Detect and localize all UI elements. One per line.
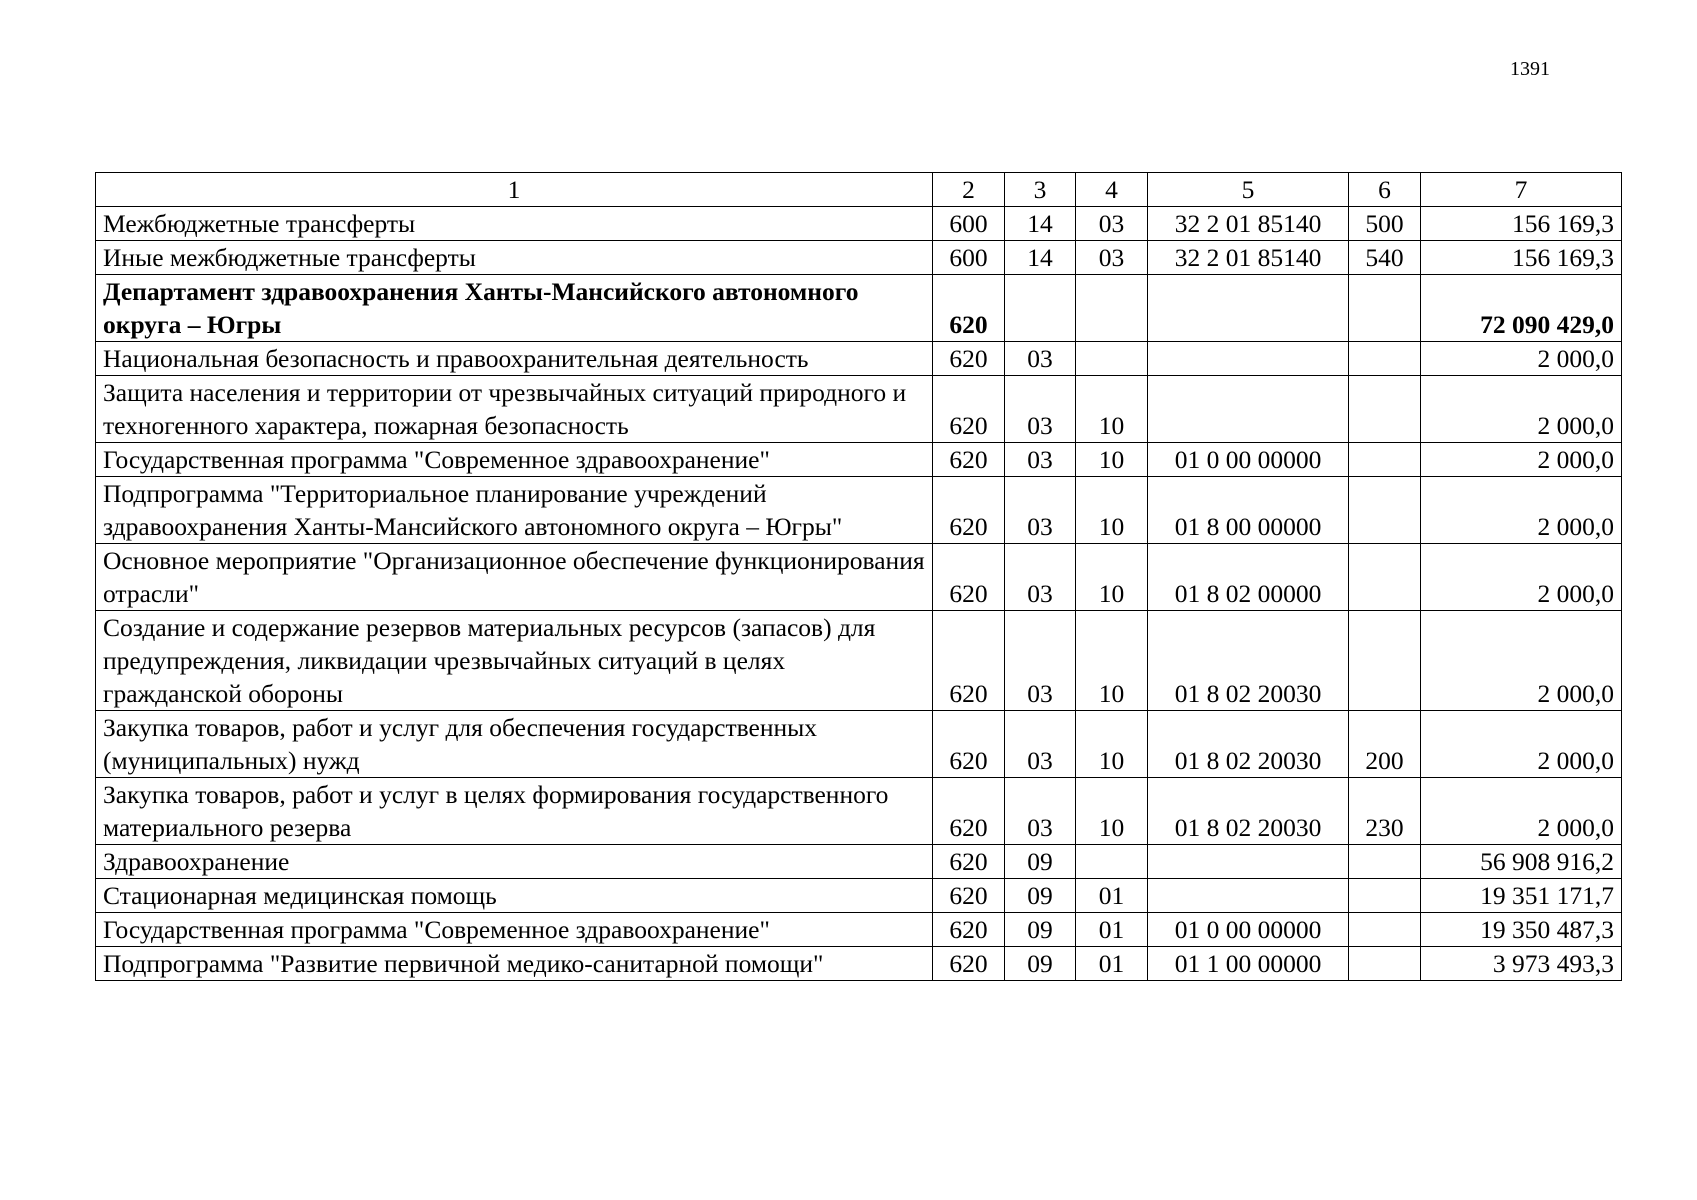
expense-type-cell: 230 <box>1349 778 1421 845</box>
section-code-cell: 03 <box>1005 544 1076 611</box>
target-article-cell: 01 8 02 20030 <box>1148 778 1349 845</box>
target-article-cell: 01 0 00 00000 <box>1148 443 1349 477</box>
chapter-code-cell: 600 <box>933 207 1005 241</box>
table-row <box>96 544 1622 611</box>
amount-cell: 2 000,0 <box>1421 711 1622 778</box>
table-row <box>96 711 1622 778</box>
row-name-cell: Межбюджетные трансферты <box>96 207 933 241</box>
target-article-cell: 01 8 02 20030 <box>1148 611 1349 711</box>
amount-cell: 19 351 171,7 <box>1421 879 1622 913</box>
header-row <box>96 173 1622 207</box>
row-name-cell: Подпрограмма "Территориальное планирование учреждений здравоохранения Ханты-Мансийского автономного округа – Югры" <box>96 477 933 544</box>
expense-type-cell <box>1349 611 1421 711</box>
amount-cell: 19 350 487,3 <box>1421 913 1622 947</box>
target-article-cell <box>1148 879 1349 913</box>
target-article-cell: 32 2 01 85140 <box>1148 241 1349 275</box>
amount-cell: 72 090 429,0 <box>1421 275 1622 342</box>
row-name-cell: Здравоохранение <box>96 845 933 879</box>
expense-type-cell <box>1349 913 1421 947</box>
table-row <box>96 778 1622 845</box>
chapter-code-cell: 620 <box>933 879 1005 913</box>
subsection-code-cell: 10 <box>1076 544 1148 611</box>
amount-cell: 2 000,0 <box>1421 443 1622 477</box>
target-article-cell: 01 1 00 00000 <box>1148 947 1349 981</box>
target-article-cell <box>1148 376 1349 443</box>
amount-cell: 2 000,0 <box>1421 342 1622 376</box>
header-cell: 1 <box>96 173 933 207</box>
subsection-code-cell: 03 <box>1076 207 1148 241</box>
chapter-code-cell: 620 <box>933 845 1005 879</box>
table-row <box>96 241 1622 275</box>
chapter-code-cell: 620 <box>933 275 1005 342</box>
expense-type-cell <box>1349 947 1421 981</box>
header-cell: 6 <box>1349 173 1421 207</box>
budget-table <box>95 172 1622 981</box>
amount-cell: 156 169,3 <box>1421 241 1622 275</box>
chapter-code-cell: 620 <box>933 342 1005 376</box>
target-article-cell: 01 8 02 20030 <box>1148 711 1349 778</box>
expense-type-cell <box>1349 477 1421 544</box>
section-code-cell: 03 <box>1005 342 1076 376</box>
expense-type-cell <box>1349 376 1421 443</box>
section-code-cell: 09 <box>1005 845 1076 879</box>
table-row <box>96 879 1622 913</box>
table-row <box>96 443 1622 477</box>
amount-cell: 2 000,0 <box>1421 544 1622 611</box>
expense-type-cell <box>1349 443 1421 477</box>
chapter-code-cell: 620 <box>933 611 1005 711</box>
expense-type-cell <box>1349 845 1421 879</box>
table-row <box>96 611 1622 711</box>
expense-type-cell <box>1349 275 1421 342</box>
table-row <box>96 275 1622 342</box>
subsection-code-cell: 01 <box>1076 913 1148 947</box>
row-name-cell: Создание и содержание резервов материальных ресурсов (запасов) для предупреждения, ликвидации чрезвычайных ситуаций в целях гражданской обороны <box>96 611 933 711</box>
expense-type-cell: 200 <box>1349 711 1421 778</box>
row-name-cell: Закупка товаров, работ и услуг для обеспечения государственных (муниципальных) нужд <box>96 711 933 778</box>
amount-cell: 56 908 916,2 <box>1421 845 1622 879</box>
target-article-cell <box>1148 845 1349 879</box>
expense-type-cell <box>1349 342 1421 376</box>
section-code-cell: 03 <box>1005 376 1076 443</box>
table-row <box>96 913 1622 947</box>
subsection-code-cell: 10 <box>1076 443 1148 477</box>
header-cell: 4 <box>1076 173 1148 207</box>
amount-cell: 3 973 493,3 <box>1421 947 1622 981</box>
header-cell: 7 <box>1421 173 1622 207</box>
subsection-code-cell: 10 <box>1076 711 1148 778</box>
section-code-cell: 03 <box>1005 477 1076 544</box>
expense-type-cell <box>1349 879 1421 913</box>
target-article-cell: 01 8 02 00000 <box>1148 544 1349 611</box>
table-row <box>96 947 1622 981</box>
target-article-cell: 32 2 01 85140 <box>1148 207 1349 241</box>
row-name-cell: Иные межбюджетные трансферты <box>96 241 933 275</box>
target-article-cell: 01 0 00 00000 <box>1148 913 1349 947</box>
row-name-cell: Подпрограмма "Развитие первичной медико-санитарной помощи" <box>96 947 933 981</box>
section-code-cell: 09 <box>1005 879 1076 913</box>
chapter-code-cell: 620 <box>933 477 1005 544</box>
section-code-cell: 03 <box>1005 611 1076 711</box>
row-name-cell: Стационарная медицинская помощь <box>96 879 933 913</box>
section-code-cell: 03 <box>1005 711 1076 778</box>
subsection-code-cell <box>1076 342 1148 376</box>
section-code-cell: 14 <box>1005 207 1076 241</box>
subsection-code-cell: 10 <box>1076 376 1148 443</box>
subsection-code-cell: 01 <box>1076 947 1148 981</box>
chapter-code-cell: 620 <box>933 376 1005 443</box>
target-article-cell <box>1148 275 1349 342</box>
chapter-code-cell: 620 <box>933 778 1005 845</box>
expense-type-cell <box>1349 544 1421 611</box>
section-code-cell <box>1005 275 1076 342</box>
section-code-cell: 14 <box>1005 241 1076 275</box>
page-number: 1391 <box>1510 58 1550 80</box>
chapter-code-cell: 620 <box>933 947 1005 981</box>
chapter-code-cell: 620 <box>933 544 1005 611</box>
chapter-code-cell: 620 <box>933 711 1005 778</box>
subsection-code-cell <box>1076 845 1148 879</box>
table-row <box>96 376 1622 443</box>
table-row <box>96 342 1622 376</box>
row-name-cell: Государственная программа "Современное здравоохранение" <box>96 443 933 477</box>
subsection-code-cell: 03 <box>1076 241 1148 275</box>
amount-cell: 156 169,3 <box>1421 207 1622 241</box>
target-article-cell: 01 8 00 00000 <box>1148 477 1349 544</box>
amount-cell: 2 000,0 <box>1421 778 1622 845</box>
chapter-code-cell: 620 <box>933 913 1005 947</box>
row-name-cell: Закупка товаров, работ и услуг в целях формирования государственного материального резерва <box>96 778 933 845</box>
row-name-cell: Основное мероприятие "Организационное обеспечение функционирования отрасли" <box>96 544 933 611</box>
table-row <box>96 845 1622 879</box>
expense-type-cell: 500 <box>1349 207 1421 241</box>
row-name-cell: Национальная безопасность и правоохранительная деятельность <box>96 342 933 376</box>
table-row <box>96 477 1622 544</box>
subsection-code-cell: 01 <box>1076 879 1148 913</box>
section-code-cell: 09 <box>1005 947 1076 981</box>
subsection-code-cell: 10 <box>1076 477 1148 544</box>
amount-cell: 2 000,0 <box>1421 611 1622 711</box>
header-cell: 5 <box>1148 173 1349 207</box>
subsection-code-cell: 10 <box>1076 778 1148 845</box>
row-name-cell: Государственная программа "Современное здравоохранение" <box>96 913 933 947</box>
table-row <box>96 207 1622 241</box>
subsection-code-cell: 10 <box>1076 611 1148 711</box>
row-name-cell: Защита населения и территории от чрезвычайных ситуаций природного и техногенного характера, пожарная безопасность <box>96 376 933 443</box>
amount-cell: 2 000,0 <box>1421 477 1622 544</box>
section-code-cell: 03 <box>1005 778 1076 845</box>
header-cell: 2 <box>933 173 1005 207</box>
section-code-cell: 03 <box>1005 443 1076 477</box>
expense-type-cell: 540 <box>1349 241 1421 275</box>
section-code-cell: 09 <box>1005 913 1076 947</box>
row-name-cell: Департамент здравоохранения Ханты-Мансийского автономного округа – Югры <box>96 275 933 342</box>
amount-cell: 2 000,0 <box>1421 376 1622 443</box>
chapter-code-cell: 600 <box>933 241 1005 275</box>
chapter-code-cell: 620 <box>933 443 1005 477</box>
subsection-code-cell <box>1076 275 1148 342</box>
target-article-cell <box>1148 342 1349 376</box>
header-cell: 3 <box>1005 173 1076 207</box>
